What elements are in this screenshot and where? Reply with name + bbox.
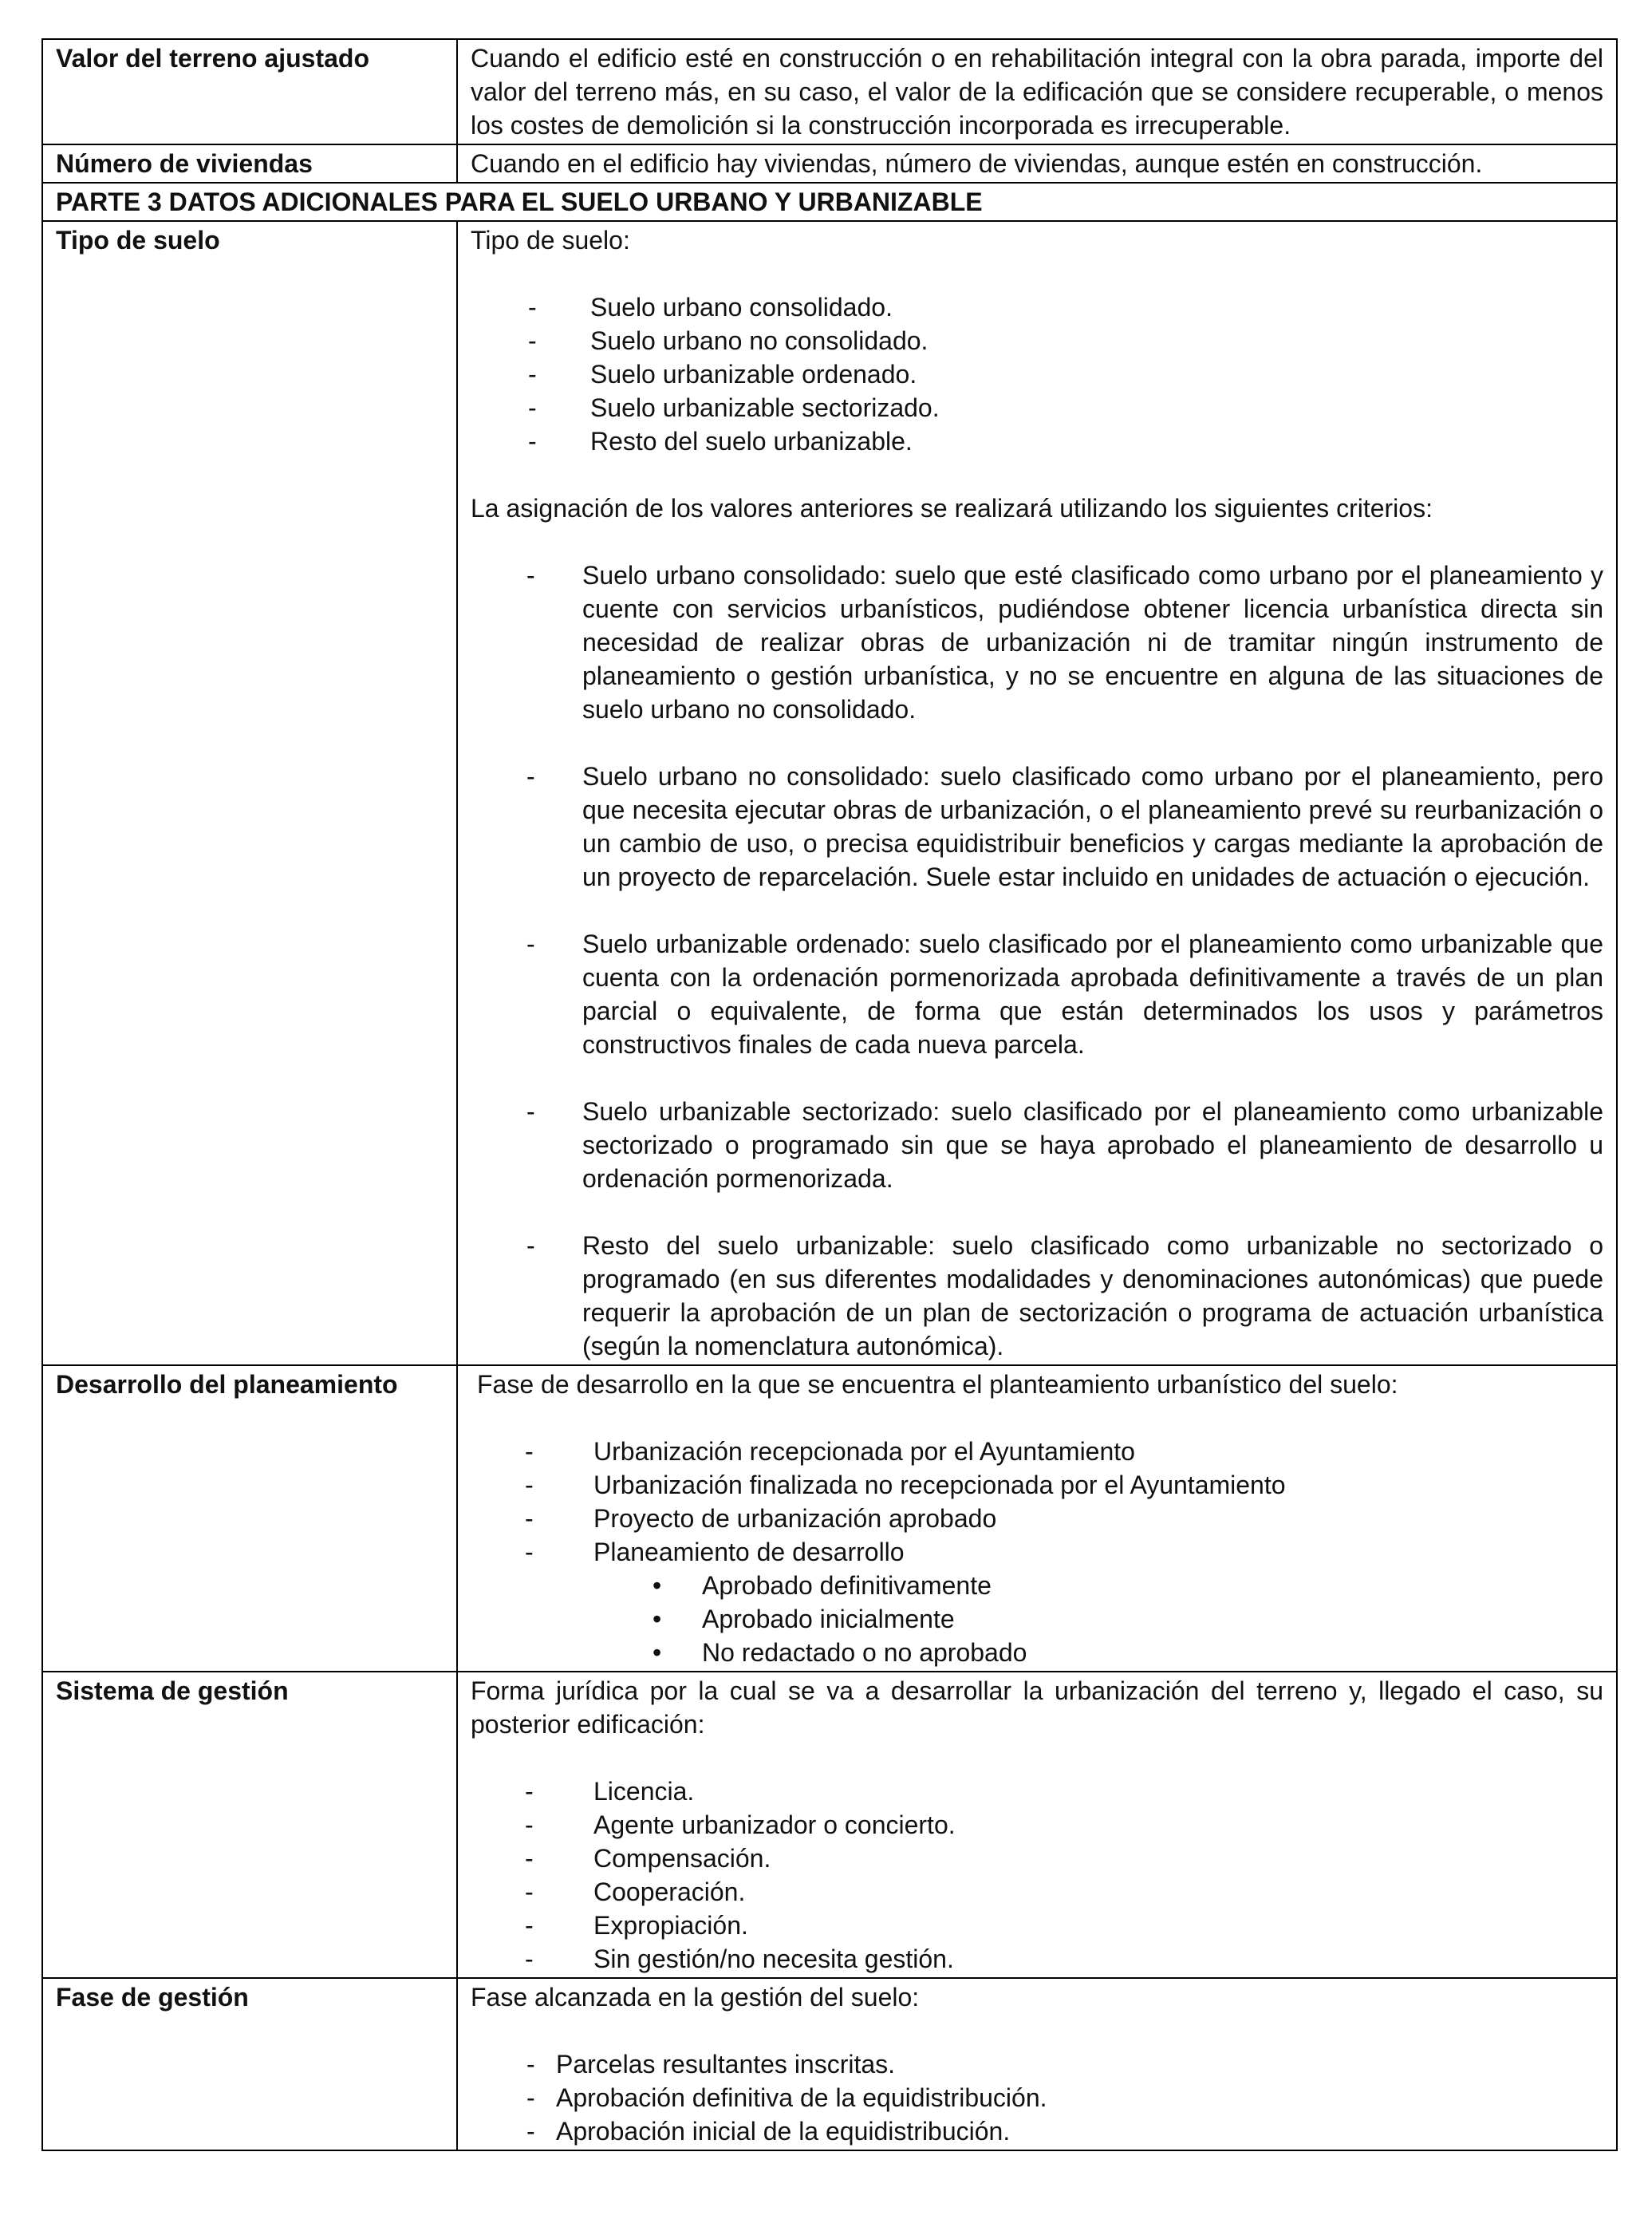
row-label: Tipo de suelo [42, 221, 457, 1365]
list-item: - Compensación. [471, 1842, 1603, 1875]
row-label: Número de viviendas [42, 144, 457, 183]
list-item: - Expropiación. [471, 1909, 1603, 1942]
row-label: Fase de gestión [42, 1978, 457, 2150]
row-description [457, 221, 1617, 1365]
list-item: - Resto del suelo urbanizable. [471, 424, 1603, 458]
description-intro: Fase alcanzada en la gestión del suelo: [471, 1983, 920, 2012]
list-item: - Urbanización finalizada no recepcionada por el Ayuntamiento [471, 1468, 1603, 1502]
description-text: Cuando el edificio esté en construcción o en rehabilitación integral con la obra parada, importe del valor del terreno más, en su caso, el valor de la edificación que se considere recuperable, o menos los costes de demolición si la construcción incorporada es irrecuperable. [471, 44, 1603, 140]
data-definitions-table [41, 38, 1618, 2151]
list-item: - Proyecto de urbanización aprobado [471, 1502, 1603, 1535]
table-row [42, 1672, 1617, 1978]
list-item: - Agente urbanizador o concierto. [471, 1808, 1603, 1842]
list-item: • Aprobado inicialmente [471, 1602, 1603, 1636]
list-item: - Suelo urbanizable sectorizado: suelo clasificado por el planeamiento como urbanizable sectorizado o programado sin que se haya aprobado el planeamiento de desarrollo u ordenación pormenorizada. [471, 1095, 1603, 1195]
list-item: - Resto del suelo urbanizable: suelo clasificado como urbanizable no sectorizado o programado (en sus diferentes modalidades y denominaciones autonómicas) que puede requerir la aprobación de un plan de sectorización o programa de actuación urbanística (según la nomenclatura autonómica). [471, 1229, 1603, 1363]
row-description [457, 39, 1617, 144]
list-item: - Licencia. [471, 1775, 1603, 1808]
row-description [457, 1672, 1617, 1978]
description-intro: Forma jurídica por la cual se va a desarrollar la urbanización del terreno y, llegado el caso, su posterior edificación: [471, 1676, 1603, 1739]
development-phase-list [471, 1435, 1603, 1569]
row-description [457, 144, 1617, 183]
list-item: - Suelo urbanizable sectorizado. [471, 391, 1603, 424]
description-text: Cuando en el edificio hay viviendas, número de viviendas, aunque estén en construcción. [471, 149, 1483, 178]
section-heading: PARTE 3 DATOS ADICIONALES PARA EL SUELO URBANO Y URBANIZABLE [42, 183, 1617, 221]
criteria-intro: La asignación de los valores anteriores se realizará utilizando los siguientes criterios: [471, 494, 1433, 523]
description-intro: Fase de desarrollo en la que se encuentra el planteamiento urbanístico del suelo: [477, 1370, 1398, 1399]
list-item: - Urbanización recepcionada por el Ayuntamiento [471, 1435, 1603, 1468]
list-item: - Suelo urbanizable ordenado. [471, 357, 1603, 391]
description-intro: Tipo de suelo: [471, 226, 630, 255]
row-label: Sistema de gestión [42, 1672, 457, 1978]
list-item: • Aprobado definitivamente [471, 1569, 1603, 1602]
soil-type-list [471, 290, 1603, 458]
row-description [457, 1365, 1617, 1672]
list-item: - Aprobación inicial de la equidistribución. [471, 2114, 1603, 2148]
criteria-list [471, 559, 1603, 1363]
list-item: - Parcelas resultantes inscritas. [471, 2047, 1603, 2081]
list-item: - Suelo urbano consolidado. [471, 290, 1603, 324]
row-label: Desarrollo del planeamiento [42, 1365, 457, 1672]
list-item: - Cooperación. [471, 1875, 1603, 1909]
table-row [42, 144, 1617, 183]
table-row [42, 1978, 1617, 2150]
management-phase-list [471, 2047, 1603, 2148]
list-item: - Planeamiento de desarrollo [471, 1535, 1603, 1569]
row-label: Valor del terreno ajustado [42, 39, 457, 144]
list-item: - Aprobación definitiva de la equidistribución. [471, 2081, 1603, 2114]
list-item: - Suelo urbano consolidado: suelo que esté clasificado como urbano por el planeamiento y cuente con servicios urbanísticos, pudiéndose obtener licencia urbanística directa sin necesidad de realizar obras de urbanización ni de tramitar ningún instrumento de planeamiento o gestión urbanística, y no se encuentre en alguna de las situaciones de suelo urbano no consolidado. [471, 559, 1603, 726]
table-row [42, 221, 1617, 1365]
table-row [42, 1365, 1617, 1672]
list-item: - Suelo urbano no consolidado: suelo clasificado como urbano por el planeamiento, pero que necesita ejecutar obras de urbanización, o el planeamiento prevé su reurbanización o un cambio de uso, o precisa equidistribuir beneficios y cargas mediante la aprobación de un proyecto de reparcelación. Suele estar incluido en unidades de actuación o ejecución. [471, 760, 1603, 894]
section-row [42, 183, 1617, 221]
list-item: • No redactado o no aprobado [471, 1636, 1603, 1669]
table-row [42, 39, 1617, 144]
management-system-list [471, 1775, 1603, 1976]
row-description [457, 1978, 1617, 2150]
development-subphase-list [471, 1569, 1603, 1669]
list-item: - Suelo urbanizable ordenado: suelo clasificado por el planeamiento como urbanizable que cuenta con la ordenación pormenorizada aprobada definitivamente a través de un plan parcial o equivalente, de forma que están determinados los usos y parámetros constructivos finales de cada nueva parcela. [471, 927, 1603, 1061]
list-item: - Suelo urbano no consolidado. [471, 324, 1603, 357]
list-item: - Sin gestión/no necesita gestión. [471, 1942, 1603, 1976]
